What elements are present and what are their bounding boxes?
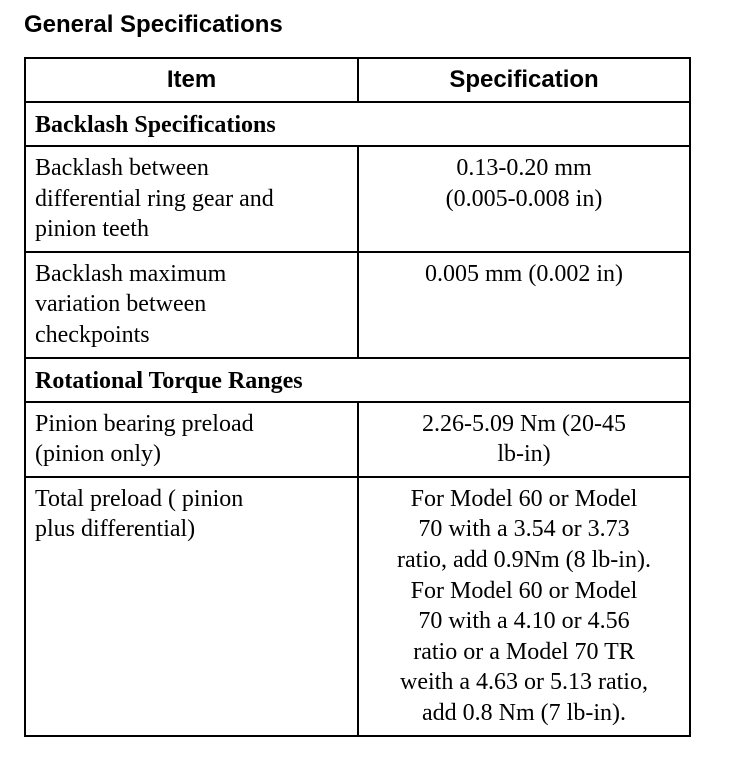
spec-text-line: 70 with a 4.10 or 4.56 bbox=[418, 608, 630, 635]
section-title-rotational-torque: Rotational Torque Ranges bbox=[25, 358, 690, 402]
table-row bbox=[25, 252, 690, 358]
item-text-line: Backlash maximum bbox=[35, 260, 227, 287]
item-text-line: plus differential) bbox=[35, 516, 196, 543]
specifications-table bbox=[24, 57, 691, 737]
spec-cell bbox=[358, 252, 690, 358]
item-text-line: checkpoints bbox=[35, 321, 150, 348]
page-title: General Specifications bbox=[24, 11, 283, 38]
spec-cell bbox=[358, 477, 690, 736]
item-text-line: Total preload ( pinion bbox=[35, 485, 244, 512]
spec-text-line: 70 with a 3.54 or 3.73 bbox=[418, 516, 630, 543]
item-cell bbox=[25, 252, 358, 358]
item-text-line: Backlash between bbox=[35, 155, 209, 181]
item-cell bbox=[25, 146, 358, 252]
table-row bbox=[25, 402, 690, 477]
item-text-line: differential ring gear and bbox=[35, 185, 274, 212]
spec-text-line: add 0.8 Nm (7 lb-in). bbox=[422, 699, 626, 726]
table-row bbox=[25, 146, 690, 252]
section-row bbox=[25, 358, 690, 402]
item-text-line: variation between bbox=[35, 291, 207, 318]
spec-text-line: (0.005-0.008 in) bbox=[445, 185, 603, 212]
table-row bbox=[25, 477, 690, 736]
spec-text-line: ratio or a Model 70 TR bbox=[413, 638, 635, 665]
spec-text-line: ratio, add 0.9Nm (8 lb-in). bbox=[397, 546, 651, 573]
spec-text-line: lb-in) bbox=[497, 441, 551, 468]
item-cell bbox=[25, 402, 358, 477]
spec-text-line: weith a 4.63 or 5.13 ratio, bbox=[400, 669, 648, 696]
spec-text-line: For Model 60 or Model bbox=[410, 577, 638, 604]
header-row bbox=[25, 58, 690, 102]
section-row bbox=[25, 102, 690, 146]
spec-text-line: 2.26-5.09 Nm (20-45 bbox=[422, 410, 626, 437]
item-text-line: pinion teeth bbox=[35, 216, 149, 243]
item-cell bbox=[25, 477, 358, 736]
column-header-item: Item bbox=[25, 58, 358, 102]
spec-text-line: 0.005 mm (0.002 in) bbox=[425, 260, 623, 287]
spec-text-line: 0.13-0.20 mm bbox=[456, 155, 592, 181]
spec-text-line: For Model 60 or Model bbox=[410, 485, 638, 512]
item-text-line: Pinion bearing preload bbox=[35, 410, 254, 437]
spec-cell bbox=[358, 402, 690, 477]
column-header-specification: Specification bbox=[358, 58, 690, 102]
item-text-line: (pinion only) bbox=[35, 441, 161, 468]
section-title-backlash: Backlash Specifications bbox=[25, 102, 690, 146]
spec-cell bbox=[358, 146, 690, 252]
